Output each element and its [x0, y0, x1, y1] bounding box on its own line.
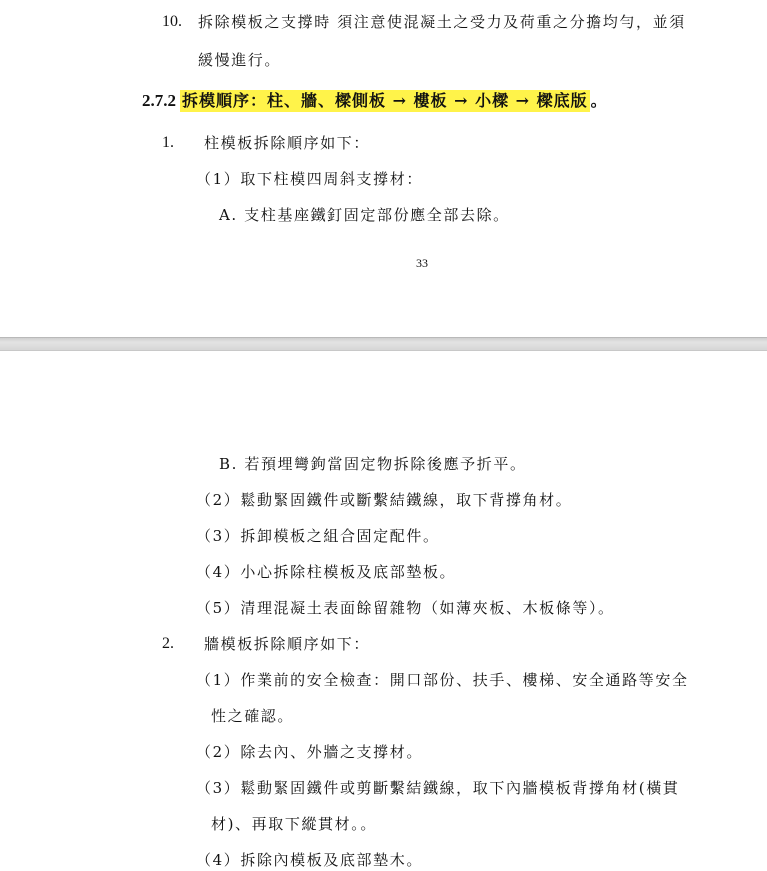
item-2-sub-1-line-1: （1）作業前的安全檢查：開口部份、扶手、樓梯、安全通路等安全 [196, 671, 689, 689]
section-number: 2.7.2 [142, 91, 176, 110]
item-2-sub-3-line-2: 材)、再取下縱貫材。。 [211, 815, 377, 833]
item-10-number: 10. [162, 13, 182, 30]
item-2-sub-4: （4）拆除內模板及底部墊木。 [196, 851, 423, 869]
item-1-sub-4: （4）小心拆除柱模板及底部墊板。 [196, 563, 457, 581]
item-1-sub-3: （3）拆卸模板之組合固定配件。 [196, 527, 440, 545]
document-page-33 [0, 0, 767, 337]
item-1-sub-1: （1）取下柱模四周斜支撐材： [196, 170, 423, 188]
section-heading-2-7-2 [142, 89, 607, 113]
item-2-title: 牆模板拆除順序如下： [204, 635, 371, 653]
item-1-sub-1-a: A. 支柱基座鐵釘固定部份應全部去除。 [219, 206, 510, 224]
heading-period: 。 [590, 91, 607, 110]
highlighted-heading-text: 拆模順序：柱、牆、樑側板 → 樓板 → 小樑 → 樑底版 [182, 91, 588, 110]
item-1-sub-1-b: B. 若預埋彎鉤當固定物拆除後應予折平。 [219, 455, 527, 473]
item-1-sub-5: （5）清理混凝土表面餘留雜物（如薄夾板、木板條等）。 [196, 599, 615, 617]
document-page-34 [0, 351, 767, 871]
item-10-text-line-1: 拆除模板之支撐時 須注意使混凝土之受力及荷重之分擔均勻，並須 [198, 13, 686, 31]
item-2-sub-1-line-2: 性之確認。 [211, 707, 295, 725]
item-2-sub-2: （2）除去內、外牆之支撐材。 [196, 743, 423, 761]
item-2-sub-3-line-1: （3）鬆動緊固鐵件或剪斷繫結鐵線，取下內牆模板背撐角材(橫貫 [196, 779, 680, 797]
item-2-number: 2. [162, 635, 174, 652]
item-1-title: 柱模板拆除順序如下： [204, 134, 371, 152]
item-1-number: 1. [162, 134, 174, 151]
page-number: 33 [416, 256, 428, 270]
page-separator [0, 337, 767, 351]
item-1-sub-2: （2）鬆動緊固鐵件或斷繫結鐵線，取下背撐角材。 [196, 491, 573, 509]
item-10-text-line-2: 緩慢進行。 [198, 51, 282, 69]
